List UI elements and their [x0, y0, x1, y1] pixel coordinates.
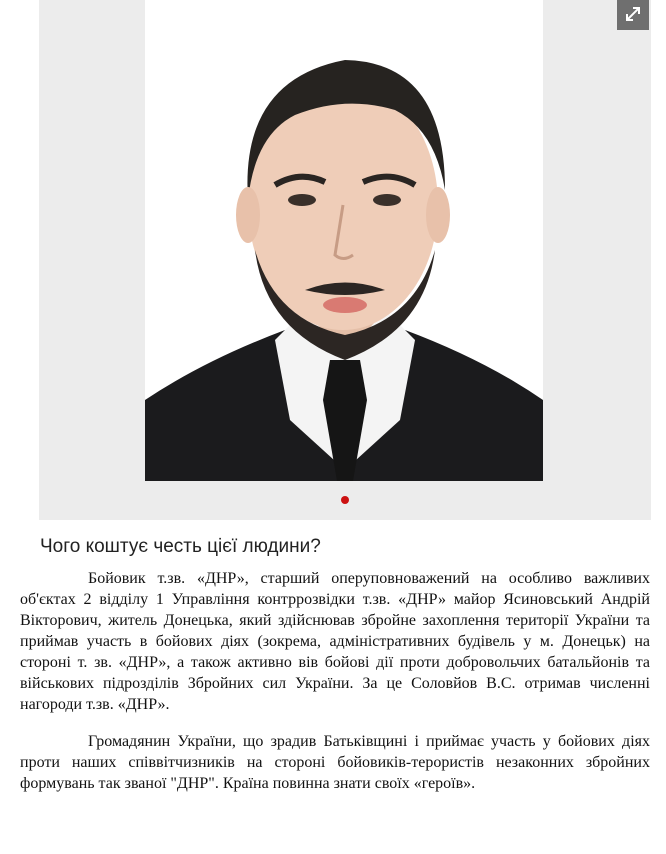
- slide-indicator: [39, 494, 651, 506]
- slide-dot-active[interactable]: [341, 496, 349, 504]
- fullscreen-button[interactable]: [617, 0, 649, 30]
- article-paragraph: Громадянин України, що зрадив Батьківщині і приймає участь у бойових діях проти наших співвітчизників на стороні бойовиків-терористів незаконних збройних формувань так званої "ДНР". Країна повинна знати своїх «героїв».: [20, 733, 650, 792]
- portrait-photo[interactable]: [145, 0, 543, 481]
- article-heading: Чого коштує честь цієї людини?: [40, 536, 321, 557]
- photo-gallery: [39, 0, 651, 520]
- article-body: [20, 568, 650, 810]
- expand-arrows-icon: [617, 0, 649, 30]
- article-paragraph: Бойовик т.зв. «ДНР», старший оперуповноважений на особливо важливих об'єктах 2 відділу 1 Управління контррозвідки т.зв. «ДНР» майор Ясиновський Андрій Вікторович, житель Донецька, який здійснював збройне захоплення території України та приймав участь в бойових діях (зокрема, адміністративних будівель у м. Донецьк) на стороні т. зв. «ДНР», а також активно вів бойові дії проти добровольчих батальйонів та військових підрозділів Збройних сил України. За це Соловйов В.С. отримав численні нагороди т.зв. «ДНР».: [20, 570, 650, 713]
